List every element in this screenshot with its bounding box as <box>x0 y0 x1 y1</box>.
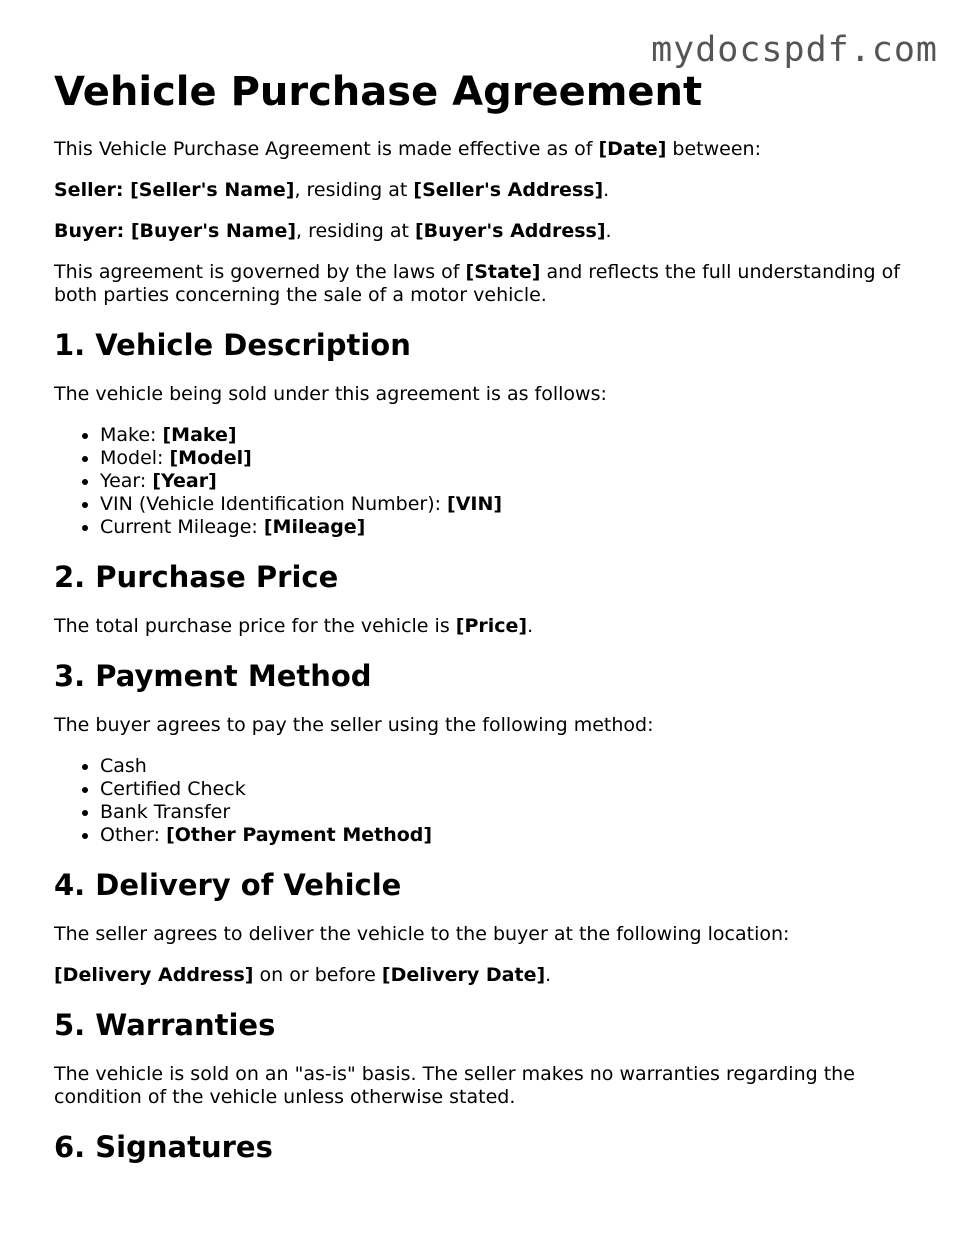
section-heading-purchase-price: 2. Purchase Price <box>54 560 339 594</box>
state-placeholder: [State] <box>465 261 541 283</box>
price-placeholder: [Price] <box>455 615 528 637</box>
list-item: • Cash <box>100 755 914 778</box>
item-label: Make: <box>100 424 163 446</box>
list-item <box>100 470 914 493</box>
section-heading-signatures: 6. Signatures <box>54 1130 273 1164</box>
law-text-end: and reflects the full understanding of both parties concerning the sale of a motor vehicle. <box>54 261 900 306</box>
section-heading-warranties: 5. Warranties <box>54 1008 276 1042</box>
buyer-text: , residing at <box>296 220 415 242</box>
list-item <box>100 516 914 539</box>
item-value: [Mileage] <box>263 516 366 538</box>
seller-paragraph: Seller: [Seller's Name], residing at [Seller's Address]. <box>54 179 610 201</box>
purchase-price-text <box>54 615 914 638</box>
document-page <box>54 68 914 1185</box>
warranties-text: The vehicle is sold on an "as-is" basis. The seller makes no warranties regarding the condition of the vehicle unless otherwise stated. <box>54 1063 855 1108</box>
law-text: This agreement is governed by the laws of <box>54 261 466 283</box>
section-heading-vehicle-description: 1. Vehicle Description <box>54 328 411 362</box>
item-label: Current Mileage: <box>100 516 264 538</box>
watermark: mydocspdf.com <box>651 30 938 70</box>
item-value: [Make] <box>162 424 237 446</box>
buyer-address-placeholder: [Buyer's Address] <box>415 220 606 242</box>
list-item <box>100 493 914 516</box>
item-value: [Other Payment Method] <box>166 824 433 846</box>
delivery-date-placeholder: [Delivery Date] <box>381 964 546 986</box>
item-value: [VIN] <box>447 493 503 515</box>
price-text: The total purchase price for the vehicle is <box>54 615 456 637</box>
item-label: Other: <box>100 824 167 846</box>
intro-text-end: between: <box>666 138 761 160</box>
vehicle-details-list <box>54 424 914 539</box>
document-title: Vehicle Purchase Agreement <box>54 69 703 115</box>
section-heading-payment-method: 3. Payment Method <box>54 659 372 693</box>
item-label: Model: <box>100 447 170 469</box>
delivery-text-end: . <box>545 964 552 986</box>
item-label: Year: <box>100 470 153 492</box>
list-item <box>100 824 914 847</box>
list-item: • Bank Transfer <box>100 801 914 824</box>
delivery-text: The seller agrees to deliver the vehicle to the buyer at the following location: <box>54 923 790 945</box>
buyer-paragraph: Buyer: [Buyer's Name], residing at [Buyer's Address]. <box>54 220 612 242</box>
governing-law-paragraph <box>54 261 914 307</box>
delivery-mid-text: on or before <box>253 964 382 986</box>
list-item: • Certified Check <box>100 778 914 801</box>
buyer-name-placeholder: Buyer: [Buyer's Name] <box>54 220 297 242</box>
seller-address-placeholder: [Seller's Address] <box>413 179 604 201</box>
delivery-details <box>54 964 914 987</box>
vehicle-description-text: The vehicle being sold under this agreement is as follows: <box>54 383 607 405</box>
list-item <box>100 424 914 447</box>
delivery-address-placeholder: [Delivery Address] <box>54 964 254 986</box>
seller-name-placeholder: Seller: [Seller's Name] <box>54 179 295 201</box>
list-item <box>100 447 914 470</box>
item-label: VIN (Vehicle Identification Number): <box>100 493 448 515</box>
intro-text: This Vehicle Purchase Agreement is made effective as of <box>54 138 599 160</box>
seller-text: , residing at <box>294 179 414 201</box>
intro-paragraph <box>54 138 914 161</box>
payment-method-text: The buyer agrees to pay the seller using the following method: <box>54 714 654 736</box>
date-placeholder: [Date] <box>598 138 667 160</box>
payment-methods-list <box>54 755 914 847</box>
item-value: [Model] <box>169 447 252 469</box>
section-heading-delivery: 4. Delivery of Vehicle <box>54 868 402 902</box>
price-text-end: . <box>527 615 534 637</box>
item-value: [Year] <box>152 470 217 492</box>
